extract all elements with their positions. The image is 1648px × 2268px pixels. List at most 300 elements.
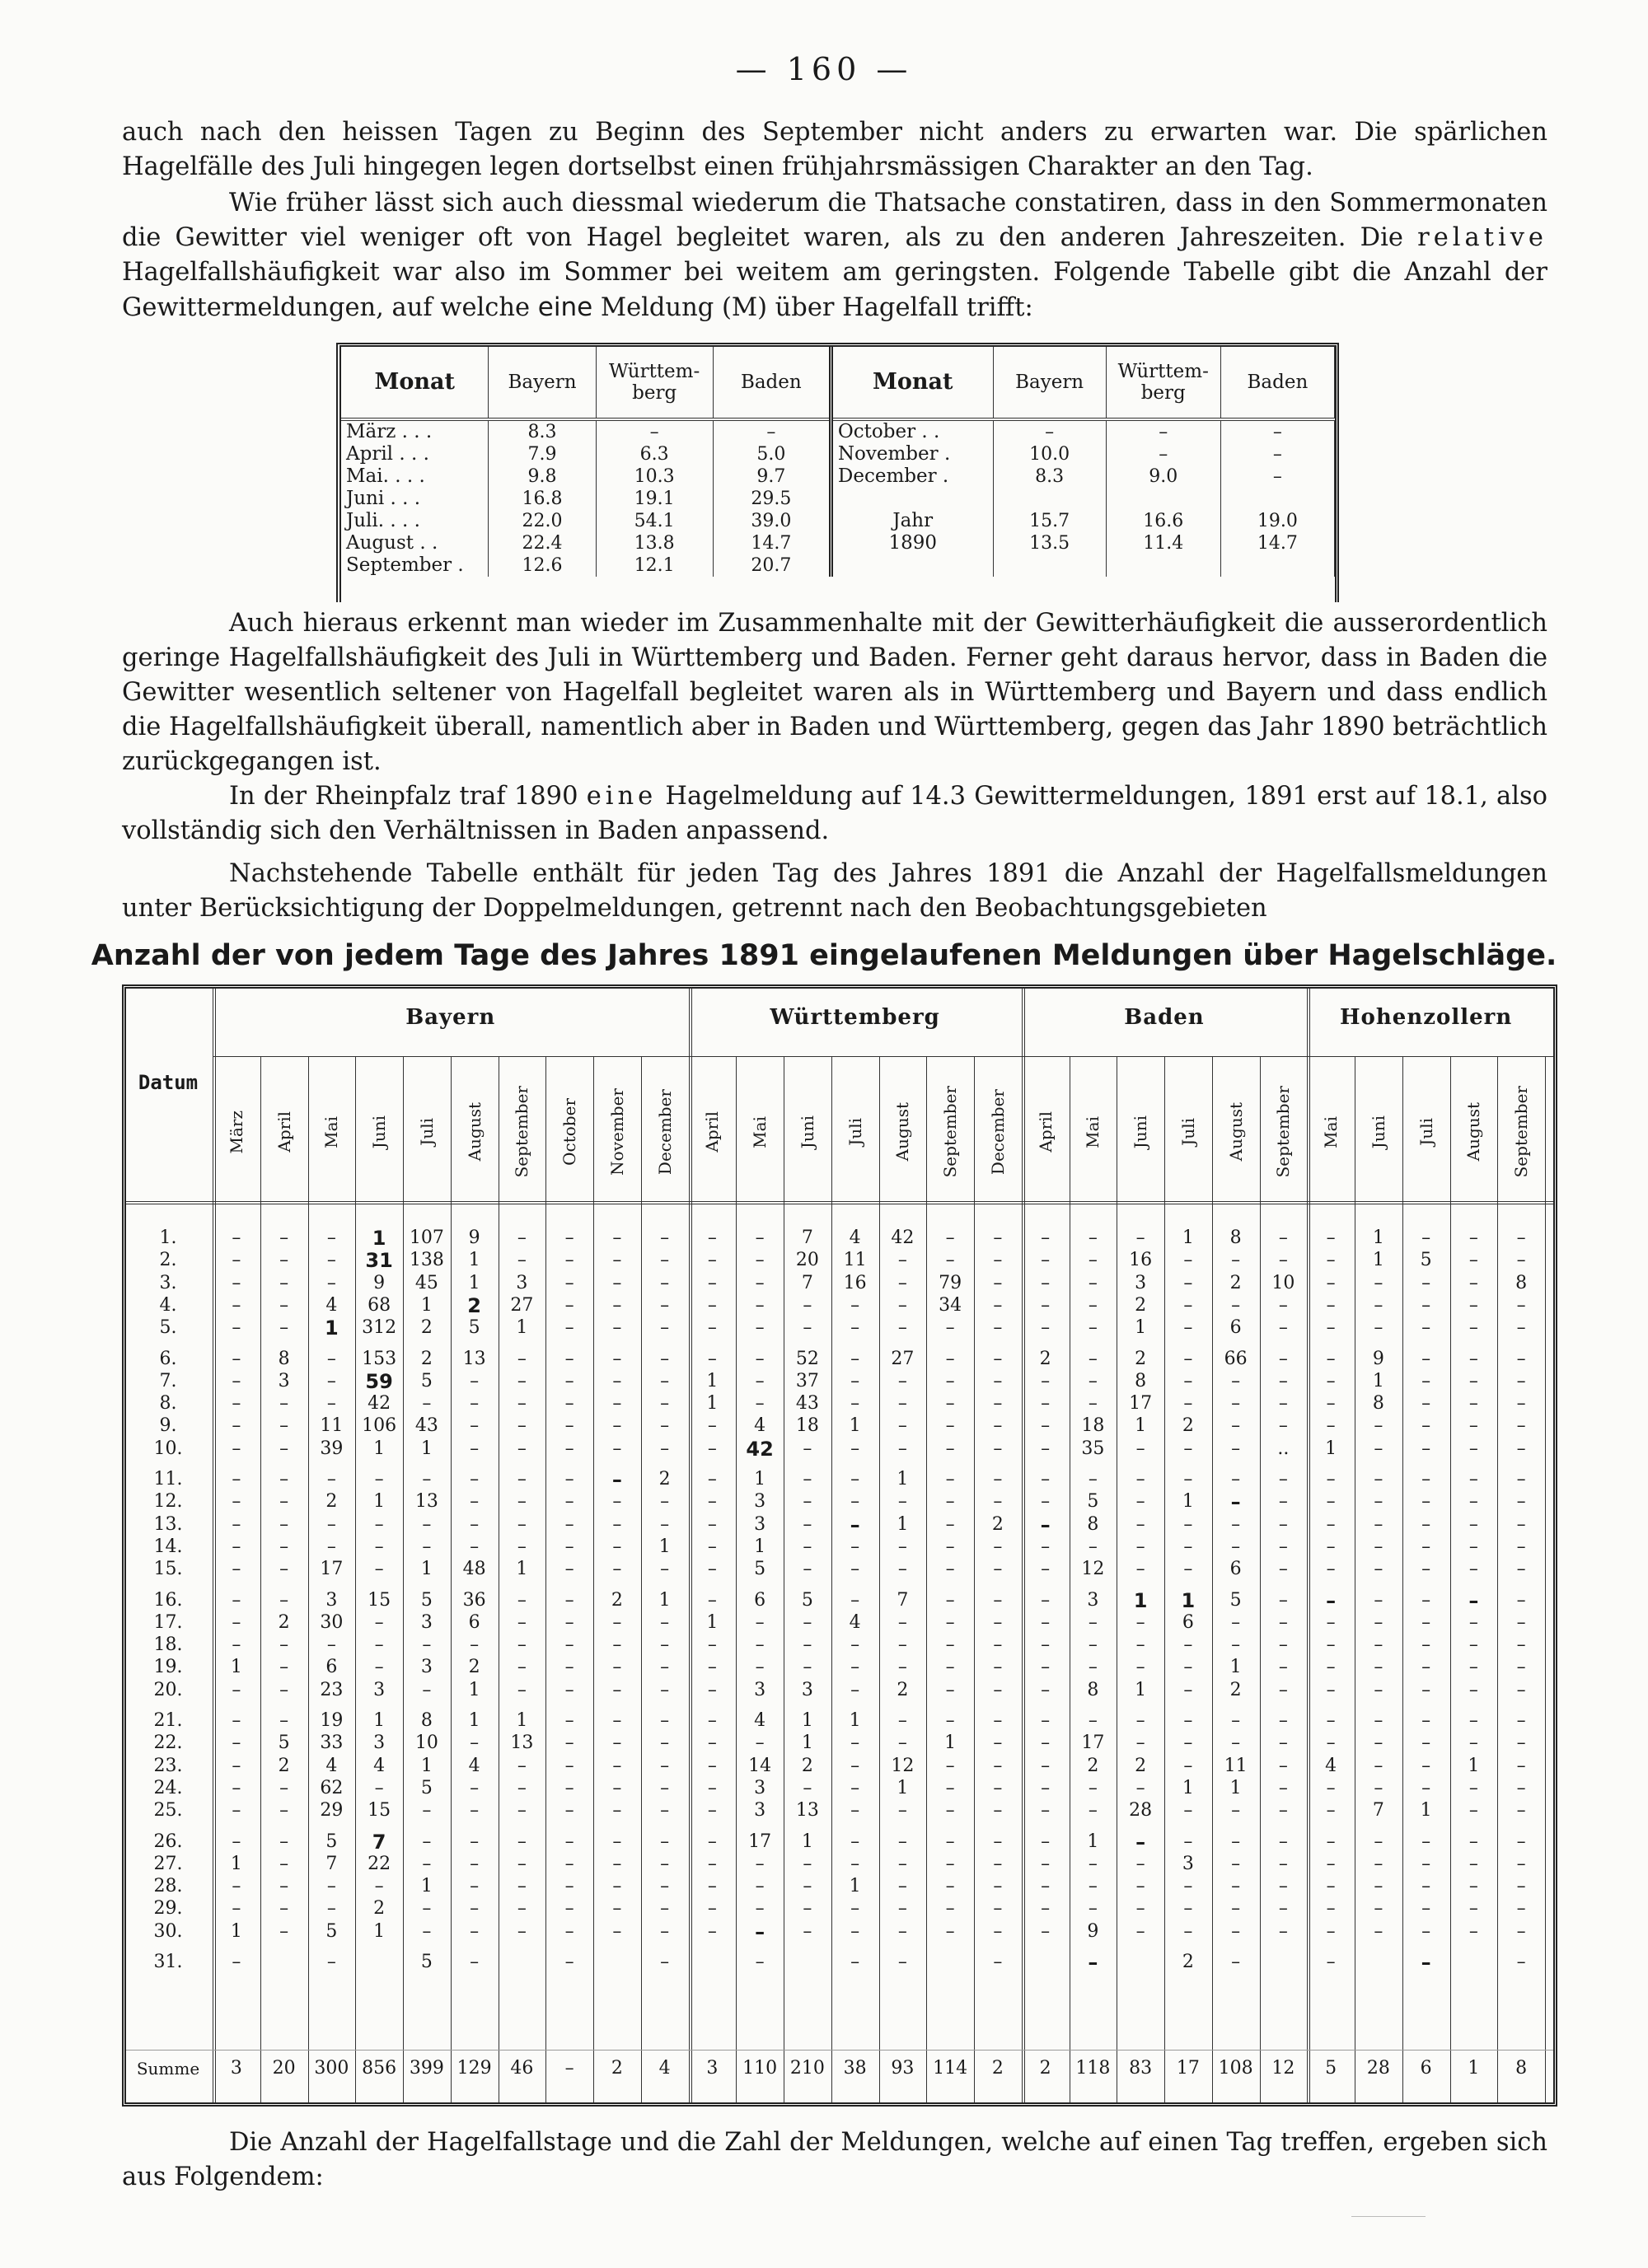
table-cell: – [232, 1755, 241, 1776]
table-cell: – [850, 1317, 860, 1339]
table-cell: – [564, 1559, 574, 1580]
table-cell: 2 [1229, 1272, 1242, 1293]
table-cell: – [897, 1611, 907, 1633]
table-cell: 7 [897, 1589, 909, 1611]
month-header [1260, 1067, 1308, 1197]
table-cell: – [945, 1611, 955, 1633]
table-cell: – [1421, 1317, 1431, 1339]
table-cell: 2 [1182, 1415, 1194, 1437]
table-cell: – [1230, 1490, 1241, 1514]
table-cell: – [1326, 1559, 1336, 1580]
table-cell: 1 [468, 1272, 480, 1293]
table-cell: – [1421, 1536, 1431, 1557]
table-cell: – [660, 1294, 670, 1316]
table-cell: – [707, 1898, 717, 1920]
table-cell: 1 [230, 1657, 242, 1678]
table-cell: – [279, 1393, 289, 1415]
ratio-cell [1106, 554, 1220, 577]
table-cell: 1 [1182, 1491, 1194, 1513]
table-cell: – [279, 1559, 289, 1580]
table-cell: – [279, 1469, 289, 1489]
table-cell: 2 [1087, 1755, 1099, 1776]
table-cell: – [1516, 1898, 1526, 1920]
table-cell: – [1516, 1952, 1526, 1972]
table-cell: 2 [991, 2058, 1004, 2079]
table-cell: 8 [1229, 1228, 1242, 1248]
table-cell: – [279, 1491, 289, 1513]
table-cell: – [1326, 1710, 1336, 1731]
table-cell: – [850, 1393, 860, 1415]
table-cell: – [564, 1831, 574, 1852]
table-cell: 129 [456, 2058, 492, 2079]
table-cell: – [755, 1876, 765, 1897]
table-cell: – [1421, 1559, 1431, 1580]
table-cell: – [564, 1536, 574, 1557]
table-cell: – [517, 1611, 527, 1633]
table-cell: – [612, 1228, 622, 1248]
table-cell: – [1278, 1611, 1288, 1633]
row-date-label: 27. [153, 1853, 183, 1874]
table-cell: – [1231, 1952, 1241, 1972]
table-cell: – [1421, 1710, 1431, 1731]
table-cell: – [1278, 1853, 1288, 1874]
table-cell: – [1278, 1536, 1288, 1557]
table-cell: – [1516, 1800, 1526, 1821]
table-cell: – [850, 1491, 860, 1513]
table-cell: – [850, 1348, 860, 1369]
table-cell: – [612, 1559, 622, 1580]
table-cell: 1 [230, 1920, 242, 1942]
table-cell: – [660, 1952, 670, 1972]
table-cell: – [517, 1348, 527, 1369]
table-cell: 16 [1129, 1250, 1153, 1271]
table-cell: 2 [897, 1679, 909, 1700]
table-cell: – [422, 1679, 432, 1700]
table-cell: – [897, 1657, 907, 1678]
row-date-label: 8. [159, 1393, 177, 1415]
ratio-cell: Juni . . . [341, 488, 489, 510]
row-date-label: 15. [153, 1559, 183, 1580]
ratio-cell: 9.0 [1106, 465, 1220, 488]
table-cell: – [1516, 1250, 1526, 1271]
table-cell: – [755, 1611, 765, 1633]
table-cell: – [1421, 1755, 1431, 1776]
ratio-cell: 15.7 [993, 510, 1106, 532]
month-header [689, 1067, 737, 1197]
table-cell: 5 [278, 1733, 290, 1754]
month-header-label: August [1463, 1102, 1484, 1162]
table-cell: – [850, 1800, 860, 1821]
month-header [403, 1067, 451, 1197]
table-cell: – [1183, 1438, 1193, 1459]
table-cell: 3 [1087, 1589, 1099, 1611]
table-cell: – [707, 1559, 717, 1580]
table-cell: 399 [409, 2058, 444, 2079]
table-cell: – [1326, 1657, 1336, 1678]
table-cell: – [660, 1272, 670, 1293]
table-cell: – [517, 1898, 527, 1920]
table-cell: – [326, 1469, 336, 1489]
table-cell: – [993, 1317, 1003, 1339]
table-cell: 1 [897, 1469, 909, 1489]
table-cell: – [1088, 1951, 1098, 1974]
table-cell: – [1516, 1710, 1526, 1731]
table-cell: – [1468, 1415, 1478, 1437]
table-cell: – [422, 1831, 432, 1852]
row-date-label: 21. [153, 1710, 183, 1731]
table-cell: – [374, 1536, 384, 1557]
table-cell: – [279, 1876, 289, 1897]
table-cell: – [612, 1800, 622, 1821]
ratio-cell [1106, 488, 1220, 510]
table-cell: – [1326, 1920, 1336, 1942]
table-cell: – [1041, 1393, 1051, 1415]
table-cell: – [1326, 1611, 1336, 1633]
ratio-cell: 13.5 [993, 532, 1106, 554]
table-cell: – [1421, 1370, 1431, 1391]
table-cell: – [232, 1317, 241, 1339]
table-cell: – [374, 1611, 384, 1633]
table-cell: – [1516, 1559, 1526, 1580]
table-cell: – [517, 1777, 527, 1798]
header-rule [126, 1201, 1553, 1204]
table-cell: 10 [414, 1733, 438, 1754]
ratio-header-1: Bayern [489, 347, 596, 419]
table-cell: 138 [409, 1250, 444, 1271]
table-cell: 42 [891, 1228, 915, 1248]
table-cell: – [1183, 1393, 1193, 1415]
table-cell: – [1421, 1415, 1431, 1437]
table-cell: 9 [468, 1228, 480, 1248]
table-cell: – [1278, 1777, 1288, 1798]
table-cell: 2 [801, 1755, 813, 1776]
table-cell: – [1516, 1920, 1526, 1942]
table-cell: – [993, 1469, 1003, 1489]
table-cell: – [1421, 1491, 1431, 1513]
table-cell: – [660, 1831, 670, 1852]
table-cell: 3 [420, 1611, 433, 1633]
table-cell: – [611, 1468, 622, 1491]
table-cell: 1 [1468, 2058, 1480, 2079]
table-cell: 5 [468, 1317, 480, 1339]
month-header-label: Juni [1131, 1115, 1151, 1149]
table-cell: – [1421, 1898, 1431, 1920]
table-cell: – [660, 1611, 670, 1633]
month-header [1402, 1067, 1450, 1197]
table-cell: – [1041, 1469, 1051, 1489]
table-cell: – [1135, 1876, 1145, 1897]
table-cell: – [1041, 1491, 1051, 1513]
table-cell: – [1374, 1415, 1383, 1437]
table-cell: – [1135, 1513, 1145, 1535]
table-cell: – [707, 1317, 717, 1339]
table-cell: – [232, 1348, 241, 1369]
table-cell: – [326, 1393, 336, 1415]
ratio-cell: – [993, 419, 1106, 443]
table-cell: – [707, 1853, 717, 1874]
table-cell: – [1516, 1831, 1526, 1852]
table-cell: – [993, 1634, 1003, 1656]
table-cell: – [993, 1491, 1003, 1513]
table-cell: – [897, 1536, 907, 1557]
table-cell: – [1278, 1415, 1288, 1437]
month-header-label: Mai [750, 1115, 770, 1148]
table-cell: – [993, 1920, 1003, 1942]
table-cell: – [707, 1469, 717, 1489]
table-cell: – [612, 1657, 622, 1678]
summe-rule [126, 2050, 1553, 2051]
table-cell: 34 [939, 1294, 962, 1316]
table-cell: – [1421, 1438, 1431, 1459]
table-cell: – [1326, 1370, 1336, 1391]
table-cell: – [1183, 1876, 1193, 1897]
table-cell: – [612, 1733, 622, 1754]
table-cell: – [1278, 1831, 1288, 1852]
table-cell: – [707, 1272, 717, 1293]
table-cell: – [422, 1513, 432, 1535]
table-cell: – [279, 1831, 289, 1852]
table-cell: 19 [320, 1710, 344, 1731]
ratio-cell: 7.9 [489, 443, 596, 465]
table-cell: 7 [801, 1228, 813, 1248]
month-header [308, 1067, 356, 1197]
month-header [1307, 1067, 1355, 1197]
table-cell: 12 [891, 1755, 915, 1776]
table-cell: – [660, 1228, 670, 1248]
table-cell: – [945, 1777, 955, 1798]
table-cell: – [897, 1491, 907, 1513]
table-cell: – [1421, 1733, 1431, 1754]
table-cell: – [612, 1755, 622, 1776]
table-cell: – [707, 1876, 717, 1897]
table-cell: – [1135, 1491, 1145, 1513]
ratio-cell [831, 554, 993, 577]
table-cell: – [1468, 1920, 1478, 1942]
table-cell: 18 [1081, 1415, 1105, 1437]
table-cell: – [1088, 1348, 1098, 1369]
table-cell: – [1374, 1710, 1383, 1731]
paragraph-4-text [122, 779, 1547, 849]
table-cell: – [945, 1513, 955, 1535]
ratio-cell: 14.7 [713, 532, 831, 554]
table-cell: – [1183, 1348, 1193, 1369]
row-date-label: 13. [153, 1513, 183, 1535]
table-cell: 5 [754, 1559, 766, 1580]
table-cell: – [422, 1920, 432, 1942]
table-cell: – [850, 1513, 860, 1536]
table-cell: 1 [801, 1831, 813, 1852]
table-cell: – [1374, 1853, 1383, 1874]
table-cell: – [1516, 1876, 1526, 1897]
paragraph-2-text [122, 186, 1547, 325]
table-cell: 2 [1039, 2058, 1051, 2079]
table-cell: 2 [278, 1755, 290, 1776]
table-cell: – [1421, 1657, 1431, 1678]
table-cell: – [707, 1294, 717, 1316]
table-cell: 3 [754, 1491, 766, 1513]
table-cell: – [1135, 1559, 1145, 1580]
table-cell: – [1278, 1348, 1288, 1369]
table-cell: – [1516, 1733, 1526, 1754]
table-cell: – [803, 1469, 812, 1489]
table-cell: – [517, 1853, 527, 1874]
table-cell: – [1516, 1513, 1526, 1535]
table-cell: 3 [230, 2058, 242, 2079]
table-cell: – [1041, 1559, 1051, 1580]
table-cell: – [1135, 1536, 1145, 1557]
table-cell: – [612, 1831, 622, 1852]
table-cell: – [1468, 1710, 1478, 1731]
table-cell: – [897, 1438, 907, 1459]
ratio-cell: 13.8 [596, 532, 713, 554]
table-cell: – [232, 1228, 241, 1248]
table-cell: – [1183, 1920, 1193, 1942]
table-cell: – [1041, 1755, 1051, 1776]
daily-hail-table [122, 984, 1557, 2107]
table-cell: – [1231, 1438, 1241, 1459]
ratio-row [341, 488, 1335, 510]
table-cell: 3 [1182, 1853, 1194, 1874]
table-cell: – [1231, 1393, 1241, 1415]
table-cell: 1 [372, 1227, 386, 1250]
table-cell: – [897, 1294, 907, 1316]
table-cell: 1 [373, 1920, 386, 1942]
table-cell: – [1041, 1438, 1051, 1459]
table-cell: 1 [944, 1733, 957, 1754]
month-header [499, 1067, 546, 1197]
table-cell: 11 [843, 1250, 867, 1271]
month-header [1022, 1067, 1070, 1197]
table-cell: – [660, 1710, 670, 1731]
table-cell: 11 [320, 1415, 344, 1437]
paragraph-1-text: auch nach den heissen Tagen zu Beginn des September nicht anders zu erwarten war. Die spärlichen Hagelfälle des Juli hingegen legen dortselbst einen frühjahrsmässigen Charakter an den Tag. [122, 118, 1547, 181]
table-cell: – [945, 1876, 955, 1897]
table-cell: – [707, 1228, 717, 1248]
table-cell: 2 [1229, 1679, 1242, 1700]
ratio-cell: August . . [341, 532, 489, 554]
ratio-cell [993, 554, 1106, 577]
table-cell: 9 [1372, 1348, 1384, 1369]
month-header-label: Juni [797, 1115, 817, 1149]
table-cell: – [660, 1317, 670, 1339]
table-cell: 8 [1087, 1679, 1099, 1700]
table-cell: 5 [325, 1831, 338, 1852]
table-cell: – [232, 1831, 241, 1852]
table-cell: – [993, 1657, 1003, 1678]
table-cell: – [707, 1657, 717, 1678]
month-header-label: April [702, 1111, 723, 1153]
table-cell: – [1421, 1876, 1431, 1897]
table-cell: 11 [1224, 1755, 1248, 1776]
month-header-label: September [512, 1086, 532, 1178]
month-header-label: November [606, 1088, 627, 1176]
ratio-cell: 1890 [831, 532, 993, 554]
month-header-label: Juli [416, 1118, 437, 1146]
table-cell: 1 [420, 1755, 433, 1776]
ratio-cell: 10.3 [596, 465, 713, 488]
table-cell: – [232, 1777, 241, 1798]
table-cell: – [470, 1438, 480, 1459]
table-cell: – [1088, 1710, 1098, 1731]
table-cell: – [1326, 1317, 1336, 1339]
table-cell: 1 [849, 1415, 861, 1437]
table-cell: 1 [420, 1559, 433, 1580]
table-cell: – [803, 1777, 812, 1798]
table-cell: – [1041, 1272, 1051, 1293]
table-cell: – [1374, 1876, 1383, 1897]
table-cell: – [422, 1853, 432, 1874]
table-cell: – [326, 1228, 336, 1248]
table-cell: – [897, 1876, 907, 1897]
ratio-cell: 19.1 [596, 488, 713, 510]
table-cell: 15 [368, 1800, 391, 1821]
table-cell: 5 [1229, 1589, 1242, 1611]
table-cell: – [326, 1536, 336, 1557]
table-cell: – [232, 1513, 241, 1535]
table-cell: – [564, 1898, 574, 1920]
table-cell: – [1088, 1250, 1098, 1271]
table-cell: – [803, 1657, 812, 1678]
table-cell: – [1088, 1294, 1098, 1316]
table-cell: – [1041, 1920, 1051, 1942]
table-cell: 79 [939, 1272, 962, 1293]
table-cell: – [564, 2058, 574, 2079]
table-cell: – [232, 1393, 241, 1415]
table-cell: – [470, 1415, 480, 1437]
row-date-label: 11. [153, 1469, 183, 1489]
table-cell: – [755, 1272, 765, 1293]
table-cell: – [1516, 1536, 1526, 1557]
table-cell: 7 [1372, 1800, 1384, 1821]
ratio-cell: April . . . [341, 443, 489, 465]
table-cell: – [1326, 1228, 1336, 1248]
table-cell: – [993, 1853, 1003, 1874]
table-cell: – [564, 1393, 574, 1415]
table-cell: – [1088, 1611, 1098, 1633]
table-cell: 2 [611, 1589, 623, 1611]
table-cell: – [1374, 1469, 1383, 1489]
table-cell: – [1468, 1800, 1478, 1821]
group-header-2: Baden [1124, 1005, 1205, 1030]
table-cell: – [1041, 1733, 1051, 1754]
table-cell: – [1516, 1491, 1526, 1513]
month-header-label: September [940, 1086, 961, 1178]
table-cell: – [612, 1710, 622, 1731]
table-cell: – [660, 1853, 670, 1874]
table-cell: – [660, 1920, 670, 1942]
table-cell: – [660, 1250, 670, 1271]
table-cell: – [803, 1438, 812, 1459]
table-cell: – [945, 1348, 955, 1369]
table-cell: – [470, 1876, 480, 1897]
ratio-header-3: Baden [713, 347, 831, 419]
table-cell: – [1231, 1513, 1241, 1535]
table-cell: – [993, 1250, 1003, 1271]
p4-eine: eine [586, 782, 658, 811]
table-cell: – [612, 1415, 622, 1437]
table-cell: 3 [278, 1370, 290, 1391]
ratio-cell [831, 488, 993, 510]
ratio-cell: – [1106, 419, 1220, 443]
table-cell: – [470, 1733, 480, 1754]
month-header-label: December [987, 1088, 1008, 1176]
ratio-cell: 12.6 [489, 554, 596, 577]
table-cell: – [755, 1898, 765, 1920]
table-cell: – [232, 1491, 241, 1513]
table-cell: – [232, 1370, 241, 1391]
table-cell: – [1468, 1469, 1478, 1489]
table-cell: – [1183, 1898, 1193, 1920]
